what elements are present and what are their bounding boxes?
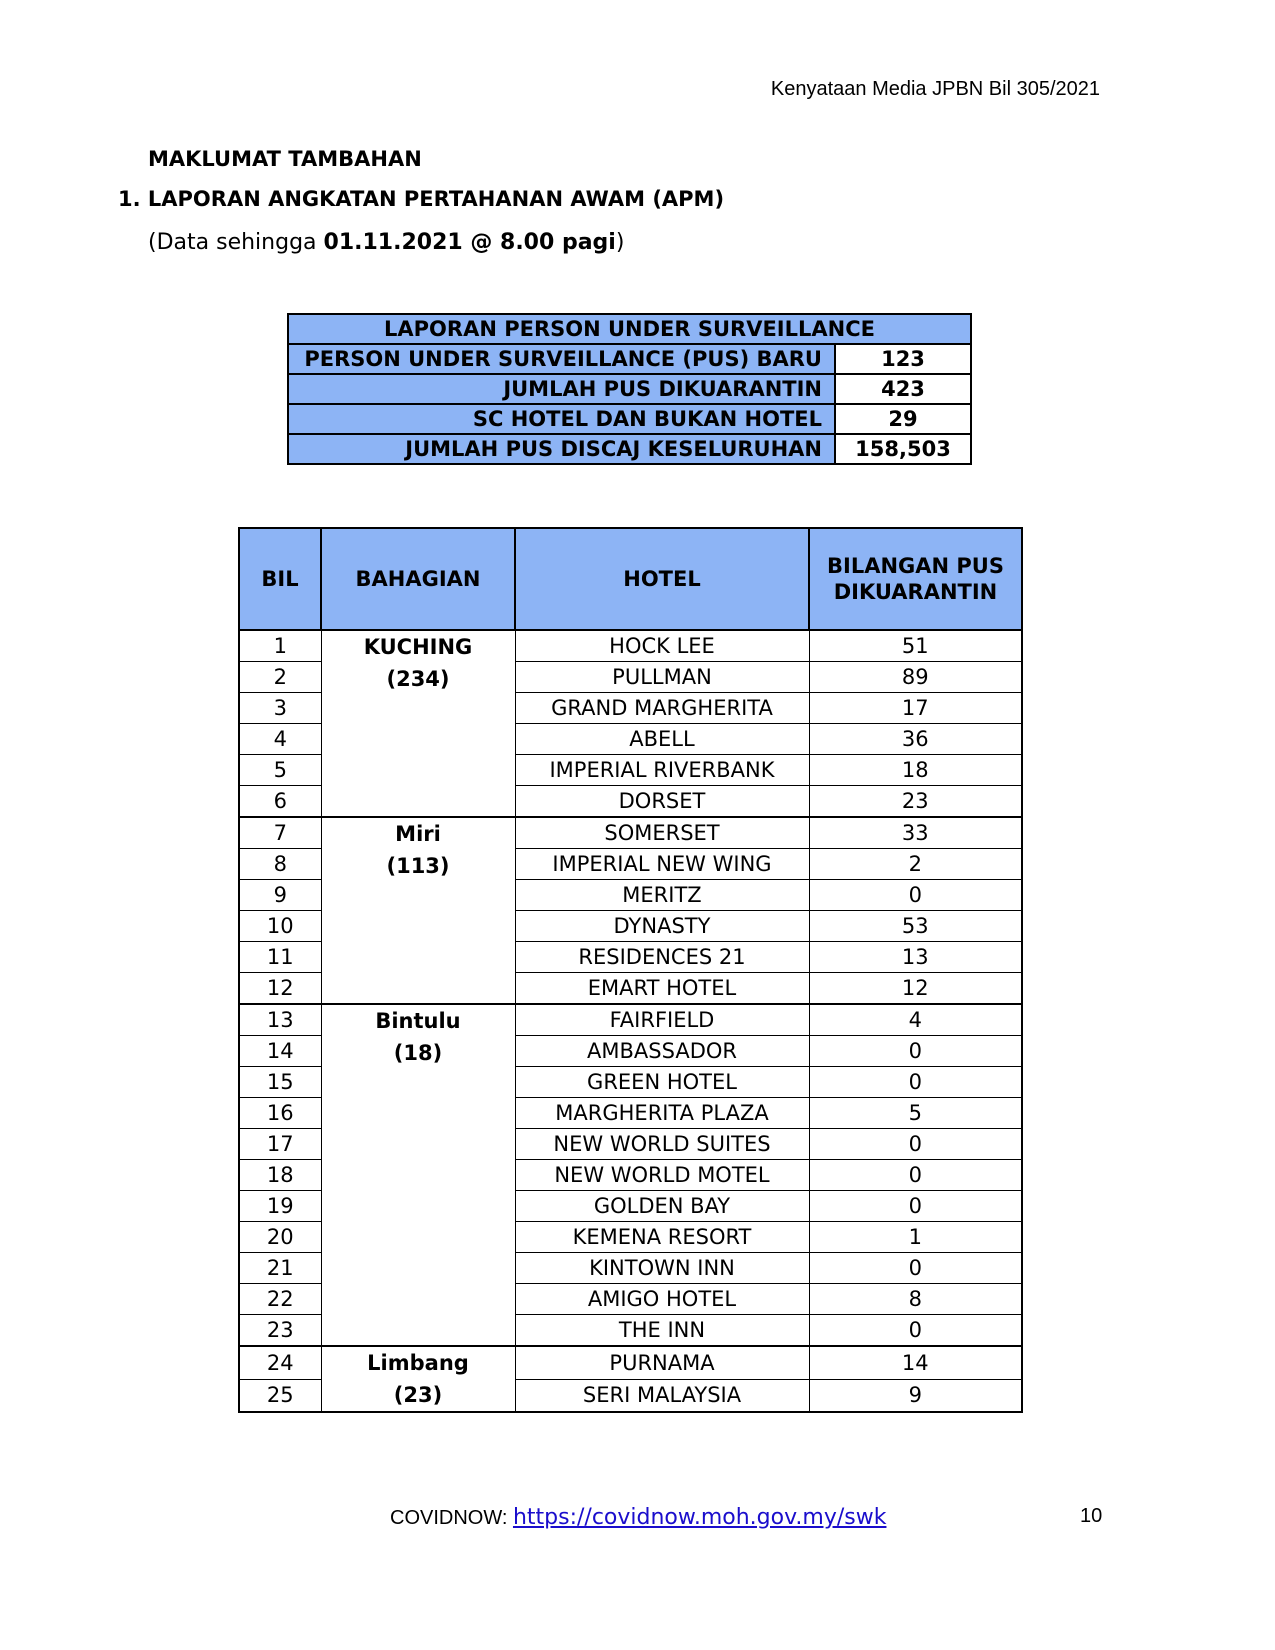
cell-bil: 12 xyxy=(239,973,321,1005)
cell-bil: 13 xyxy=(239,1004,321,1036)
cell-count: 0 xyxy=(809,1160,1022,1191)
division-name: Bintulu xyxy=(375,1009,461,1033)
covidnow-link[interactable]: https://covidnow.moh.gov.my/swk xyxy=(512,1505,887,1530)
cell-count: 0 xyxy=(809,880,1022,911)
cell-count: 89 xyxy=(809,662,1022,693)
cell-bil: 6 xyxy=(239,786,321,818)
cell-hotel: KEMENA RESORT xyxy=(515,1222,809,1253)
section-title: MAKLUMAT TAMBAHAN xyxy=(148,147,422,171)
cell-hotel: IMPERIAL RIVERBANK xyxy=(515,755,809,786)
cell-count: 0 xyxy=(809,1191,1022,1222)
pus-summary-row xyxy=(288,374,971,404)
pus-row-label: JUMLAH PUS DISCAJ KESELURUHAN xyxy=(288,434,835,464)
division-total: (113) xyxy=(386,854,450,878)
cell-bil: 16 xyxy=(239,1098,321,1129)
data-note-date: 01.11.2021 @ 8.00 pagi xyxy=(323,230,616,255)
pus-row-value: 423 xyxy=(835,374,971,404)
cell-hotel: NEW WORLD SUITES xyxy=(515,1129,809,1160)
cell-count: 0 xyxy=(809,1129,1022,1160)
cell-bil: 5 xyxy=(239,755,321,786)
cell-hotel: FAIRFIELD xyxy=(515,1004,809,1036)
report-heading: 1. LAPORAN ANGKATAN PERTAHANAN AWAM (APM) xyxy=(118,187,725,211)
division-total: (18) xyxy=(393,1041,443,1065)
cell-count: 23 xyxy=(809,786,1022,818)
data-note-suffix: ) xyxy=(615,230,625,255)
table-row xyxy=(239,1346,1022,1379)
cell-count: 53 xyxy=(809,911,1022,942)
division-total: (234) xyxy=(386,667,450,691)
cell-count: 13 xyxy=(809,942,1022,973)
cell-count: 12 xyxy=(809,973,1022,1005)
cell-bil: 1 xyxy=(239,630,321,662)
pus-row-label: JUMLAH PUS DIKUARANTIN xyxy=(288,374,835,404)
cell-count: 1 xyxy=(809,1222,1022,1253)
cell-hotel: GOLDEN BAY xyxy=(515,1191,809,1222)
data-date-note xyxy=(148,230,624,255)
table-header-row xyxy=(239,528,1022,630)
cell-count: 0 xyxy=(809,1315,1022,1347)
header-hotel: HOTEL xyxy=(515,528,809,630)
page-number: 10 xyxy=(1080,1505,1103,1527)
cell-hotel: GRAND MARGHERITA xyxy=(515,693,809,724)
cell-count: 18 xyxy=(809,755,1022,786)
footer-label: COVIDNOW: xyxy=(390,1507,513,1529)
cell-count: 14 xyxy=(809,1346,1022,1379)
cell-count: 9 xyxy=(809,1379,1022,1412)
cell-count: 36 xyxy=(809,724,1022,755)
cell-bil: 11 xyxy=(239,942,321,973)
cell-hotel: AMBASSADOR xyxy=(515,1036,809,1067)
hotel-quarantine-table xyxy=(238,527,1023,1413)
cell-hotel: KINTOWN INN xyxy=(515,1253,809,1284)
cell-count: 33 xyxy=(809,817,1022,849)
header-bil: BIL xyxy=(239,528,321,630)
pus-summary-row xyxy=(288,344,971,374)
pus-summary-row xyxy=(288,434,971,464)
table-row xyxy=(239,817,1022,849)
footer xyxy=(390,1505,886,1530)
cell-bil: 2 xyxy=(239,662,321,693)
cell-hotel: EMART HOTEL xyxy=(515,973,809,1005)
pus-row-label: SC HOTEL DAN BUKAN HOTEL xyxy=(288,404,835,434)
cell-count: 2 xyxy=(809,849,1022,880)
division-name: Miri xyxy=(395,822,441,846)
pus-summary-table xyxy=(287,313,972,465)
division-name: Limbang xyxy=(367,1351,469,1375)
cell-bil: 9 xyxy=(239,880,321,911)
cell-hotel: PURNAMA xyxy=(515,1346,809,1379)
cell-bil: 14 xyxy=(239,1036,321,1067)
cell-hotel: ABELL xyxy=(515,724,809,755)
cell-bil: 3 xyxy=(239,693,321,724)
cell-bil: 4 xyxy=(239,724,321,755)
table-row xyxy=(239,1004,1022,1036)
cell-hotel: THE INN xyxy=(515,1315,809,1347)
cell-hotel: MERITZ xyxy=(515,880,809,911)
pus-row-label: PERSON UNDER SURVEILLANCE (PUS) BARU xyxy=(288,344,835,374)
cell-bahagian xyxy=(321,1346,515,1412)
cell-bil: 7 xyxy=(239,817,321,849)
cell-bil: 21 xyxy=(239,1253,321,1284)
cell-hotel: PULLMAN xyxy=(515,662,809,693)
cell-hotel: DYNASTY xyxy=(515,911,809,942)
cell-bil: 23 xyxy=(239,1315,321,1347)
cell-count: 51 xyxy=(809,630,1022,662)
cell-bil: 22 xyxy=(239,1284,321,1315)
cell-hotel: NEW WORLD MOTEL xyxy=(515,1160,809,1191)
cell-bil: 19 xyxy=(239,1191,321,1222)
data-note-prefix: (Data sehingga xyxy=(148,230,324,255)
division-name: KUCHING xyxy=(363,635,473,659)
cell-bil: 17 xyxy=(239,1129,321,1160)
hotel-table-body xyxy=(239,630,1022,1412)
cell-count: 0 xyxy=(809,1253,1022,1284)
cell-count: 17 xyxy=(809,693,1022,724)
cell-count: 5 xyxy=(809,1098,1022,1129)
cell-bahagian xyxy=(321,817,515,1004)
cell-hotel: RESIDENCES 21 xyxy=(515,942,809,973)
cell-bil: 18 xyxy=(239,1160,321,1191)
cell-hotel: SOMERSET xyxy=(515,817,809,849)
cell-bahagian xyxy=(321,1004,515,1346)
cell-hotel: IMPERIAL NEW WING xyxy=(515,849,809,880)
division-total: (23) xyxy=(393,1383,443,1407)
pus-row-value: 158,503 xyxy=(835,434,971,464)
cell-hotel: DORSET xyxy=(515,786,809,818)
document-reference: Kenyataan Media JPBN Bil 305/2021 xyxy=(770,78,1100,100)
pus-summary-title: LAPORAN PERSON UNDER SURVEILLANCE xyxy=(288,314,971,344)
table-row xyxy=(239,630,1022,662)
pus-summary-row xyxy=(288,404,971,434)
cell-count: 8 xyxy=(809,1284,1022,1315)
cell-bil: 25 xyxy=(239,1379,321,1412)
cell-bil: 10 xyxy=(239,911,321,942)
pus-row-value: 29 xyxy=(835,404,971,434)
pus-row-value: 123 xyxy=(835,344,971,374)
cell-bahagian xyxy=(321,630,515,817)
cell-count: 0 xyxy=(809,1067,1022,1098)
header-bilangan-pus: BILANGAN PUS DIKUARANTIN xyxy=(809,528,1022,630)
cell-hotel: GREEN HOTEL xyxy=(515,1067,809,1098)
cell-hotel: MARGHERITA PLAZA xyxy=(515,1098,809,1129)
cell-hotel: SERI MALAYSIA xyxy=(515,1379,809,1412)
cell-bil: 24 xyxy=(239,1346,321,1379)
cell-hotel: AMIGO HOTEL xyxy=(515,1284,809,1315)
cell-hotel: HOCK LEE xyxy=(515,630,809,662)
cell-count: 0 xyxy=(809,1036,1022,1067)
header-bahagian: BAHAGIAN xyxy=(321,528,515,630)
cell-bil: 15 xyxy=(239,1067,321,1098)
cell-count: 4 xyxy=(809,1004,1022,1036)
cell-bil: 20 xyxy=(239,1222,321,1253)
cell-bil: 8 xyxy=(239,849,321,880)
